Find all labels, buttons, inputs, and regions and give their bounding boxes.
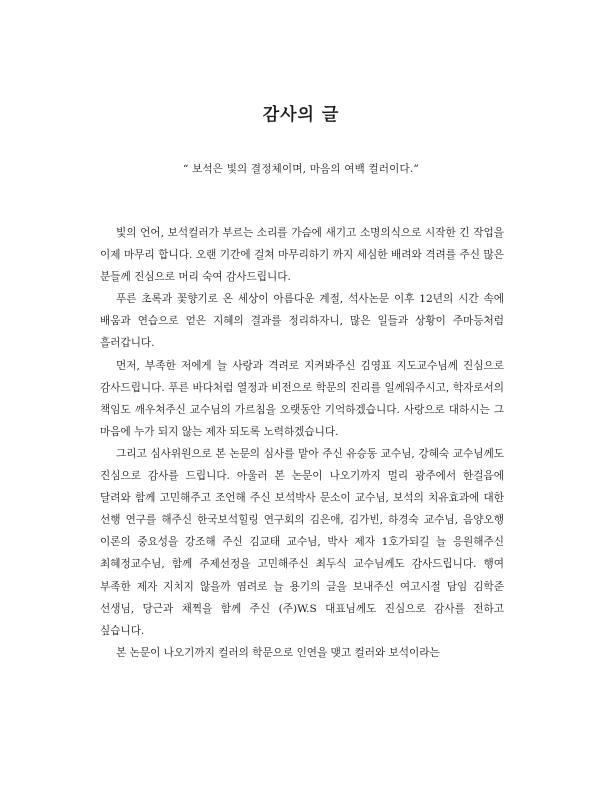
acknowledgement-body	[100, 222, 504, 664]
paragraph: 본 논문이 나오기까지 컬러의 학문으로 인연을 맺고 컬러와 보석이라는	[116, 646, 440, 659]
paragraph: 푸른 초록과 꽃향기로 온 세상이 아름다운 계절, 석사논문 이후 12년의 시간 속에 배움과 연습으로 얻은 지혜의 결과를 정리하자니, 많은 일들과 상황이 주마등처럼 흘러갑니다.	[100, 293, 504, 350]
paragraph: 먼저, 부족한 저에게 늘 사랑과 격려로 지켜봐주신 김영표 지도교수님께 진심으로 감사드립니다. 푸른 바다처럼 열정과 비전으로 학문의 진리를 일께워주시고, 학자로서의 책임도 깨우쳐주신 교수님의 가르침을 오랫동안 기억하겠습니다. 사랑으로 대하시는 그 마음에 누가 되지 않는 제자 되도록 노력하겠습니다.	[100, 359, 504, 438]
epigraph-quote: “ 보석은 빛의 결정체이며, 마음의 여백 컬러이다.”	[183, 163, 419, 175]
page-title: 감사의 글	[262, 105, 340, 125]
paragraph: 빛의 언어, 보석컬러가 부르는 소리를 가슴에 새기고 소명의식으로 시작한 긴 작업을 이제 마무리 합니다. 오랜 기간에 걸쳐 마무리하기 까지 세심한 배려와 격려를 주신 많은 분들께 진심으로 머리 숙여 감사드립니다.	[100, 227, 504, 284]
paragraph: 그리고 심사위원으로 본 논문의 심사를 맡아 주신 유승동 교수님, 강혜숙 교수님께도 진심으로 감사를 드립니다. 아울러 본 논문이 나오기까지 멀리 광주에서 한걸음에 달려와 함께 고민해주고 조언해 주신 보석박사 문소이 교수님, 보석의 치유효과에 대한 선행 연구를 해주신 한국보석힐링 연구회의 김은애, 김가빈, 하경숙 교수님, 음양오행 이론의 중요성을 강조해 주신 김교태 교수님, 박사 제자 1호가되길 늘 응원해주신 최혜정교수님, 함께 주제선정을 고민해주신 최두식 교수님께도 감사드립니다. 행여 부족한 제자 지치지 않을까 염려로 늘 용기의 글을 보내주신 여고시절 담임 김학준 선생님, 당근과 채찍을 함께 주신 (주)W.S 대표님께도 진심으로 감사를 전하고 싶습니다.	[100, 447, 504, 637]
